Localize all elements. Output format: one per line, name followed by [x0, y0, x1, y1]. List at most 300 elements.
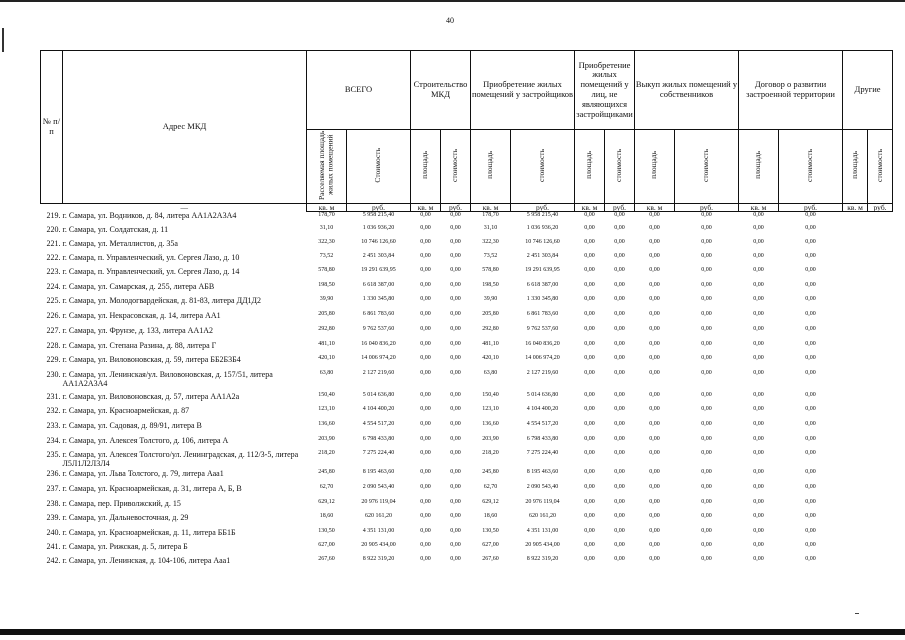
units-row: [41, 203, 893, 211]
row-buyout-cost: 0,00: [701, 369, 712, 376]
header-group-buyout: Выкуп жилых помещений у собственников: [635, 51, 739, 130]
row-total-area: 205,80: [318, 311, 335, 318]
row-territory-cost: 0,00: [805, 252, 816, 259]
row-territory-area: 0,00: [753, 224, 764, 231]
row-nondeveloper-area: 0,00: [584, 211, 595, 218]
table-row: [41, 225, 893, 239]
row-territory-cost: 0,00: [805, 469, 816, 476]
row-territory-area: 0,00: [753, 355, 764, 362]
row-developer-area: 198,50: [482, 282, 499, 289]
row-construction-area: 0,00: [420, 498, 431, 505]
table-row: [41, 253, 893, 268]
row-nondeveloper-cost: 0,00: [614, 267, 625, 274]
unit-area: кв. м: [635, 203, 675, 211]
row-territory-cost: 0,00: [805, 340, 816, 347]
row-developer-area: 322,30: [482, 238, 499, 245]
row-address: г. Самара, ул. Степана Разина, д. 88, литера Г: [62, 340, 217, 350]
row-number: 238.: [46, 498, 61, 508]
row-nondeveloper-cost: 0,00: [614, 369, 625, 376]
row-construction-area: 0,00: [420, 340, 431, 347]
row-developer-cost: 4 351 131,00: [526, 528, 559, 535]
row-total-cost: 8 922 319,20: [362, 555, 395, 562]
row-nondeveloper-cost: 0,00: [614, 391, 625, 398]
bottom-border: [0, 629, 905, 635]
row-nondeveloper-area: 0,00: [584, 469, 595, 476]
row-total-area: 267,60: [318, 555, 335, 562]
row-territory-area: 0,00: [753, 450, 764, 457]
row-buyout-cost: 0,00: [701, 405, 712, 412]
row-other-area: [843, 556, 868, 570]
row-other-cost: [868, 239, 893, 253]
row-buyout-area: 0,00: [649, 484, 660, 491]
subheader-area: площадь: [635, 130, 675, 204]
row-address: г. Самара, ул. Виловоновская, д. 59, литера ББ2Б3Б4: [62, 355, 241, 365]
row-nondeveloper-area: 0,00: [584, 224, 595, 231]
row-territory-cost: 0,00: [805, 555, 816, 562]
row-nondeveloper-cost: 0,00: [614, 498, 625, 505]
row-buyout-area: 0,00: [649, 224, 660, 231]
row-developer-area: 205,80: [482, 311, 499, 318]
row-number: 239.: [46, 513, 61, 523]
row-number: 232.: [46, 405, 61, 415]
row-developer-area: 63,80: [483, 369, 498, 376]
unit-area: кв. м: [307, 203, 347, 211]
row-address: г. Самара, ул. Садовая, д. 89/91, литера В: [62, 420, 202, 430]
table-body: [41, 211, 893, 569]
row-total-area: 73,52: [319, 252, 334, 259]
row-other-area: [843, 239, 868, 253]
row-other-area: [843, 341, 868, 356]
page-number: 40: [446, 16, 454, 25]
row-buyout-area: 0,00: [649, 498, 660, 505]
row-developer-cost: 14 006 974,20: [525, 355, 560, 362]
row-construction-area: 0,00: [420, 391, 431, 398]
subheader-area: площадь: [575, 130, 605, 204]
row-total-area: 123,10: [318, 405, 335, 412]
header-group-other: Другие: [843, 51, 893, 130]
row-nondeveloper-area: 0,00: [584, 420, 595, 427]
table-row: [41, 211, 893, 225]
row-number: 242.: [46, 555, 61, 565]
row-buyout-area: 0,00: [649, 450, 660, 457]
table-row: [41, 282, 893, 296]
table-row: [41, 450, 893, 469]
row-buyout-cost: 0,00: [701, 450, 712, 457]
row-developer-area: 39,90: [483, 296, 498, 303]
row-buyout-cost: 0,00: [701, 513, 712, 520]
row-nondeveloper-cost: 0,00: [614, 355, 625, 362]
row-buyout-cost: 0,00: [701, 391, 712, 398]
row-territory-cost: 0,00: [805, 528, 816, 535]
row-number: 224.: [46, 282, 61, 292]
row-construction-cost: 0,00: [450, 450, 461, 457]
row-construction-cost: 0,00: [450, 267, 461, 274]
row-territory-area: 0,00: [753, 369, 764, 376]
row-developer-cost: 2 451 303,84: [526, 252, 559, 259]
row-total-area: 578,80: [318, 267, 335, 274]
row-other-cost: [868, 484, 893, 499]
table-row: [41, 296, 893, 311]
row-total-cost: 2 127 219,60: [362, 369, 395, 376]
row-number: 222.: [46, 252, 61, 262]
row-developer-cost: 620 161,20: [529, 513, 556, 520]
row-total-area: 629,12: [318, 498, 335, 505]
subheader-area: площадь: [739, 130, 779, 204]
row-total-area: 322,30: [318, 238, 335, 245]
row-developer-area: 245,80: [482, 469, 499, 476]
row-construction-cost: 0,00: [450, 369, 461, 376]
row-developer-cost: 16 040 836,20: [525, 340, 560, 347]
units-dash: —: [180, 203, 188, 213]
subheader-cost: стоимость: [511, 130, 575, 204]
row-developer-cost: 2 127 219,60: [526, 369, 559, 376]
row-number: 221.: [46, 238, 61, 248]
row-buyout-area: 0,00: [649, 238, 660, 245]
row-other-area: [843, 225, 868, 239]
row-developer-cost: 7 275 224,40: [526, 450, 559, 457]
row-developer-cost: 10 746 126,60: [525, 238, 560, 245]
row-address: г. Самара, ул. Самарская, д. 255, литера АБВ: [62, 282, 215, 292]
row-total-cost: 2 451 303,84: [362, 252, 395, 259]
header-group-total: ВСЕГО: [307, 51, 411, 130]
row-total-cost: 6 618 387,00: [362, 282, 395, 289]
row-nondeveloper-cost: 0,00: [614, 311, 625, 318]
row-other-cost: [868, 253, 893, 268]
row-construction-area: 0,00: [420, 296, 431, 303]
row-other-cost: [868, 267, 893, 282]
row-territory-area: 0,00: [753, 528, 764, 535]
row-developer-cost: 5 014 636,80: [526, 391, 559, 398]
row-territory-cost: 0,00: [805, 498, 816, 505]
table-header: [41, 51, 893, 212]
row-address: г. Самара, ул. Дальневосточная, д. 29: [62, 513, 189, 523]
row-other-cost: [868, 341, 893, 356]
header-group-purchase-developers: Приобретение жилых помещений у застройщиков: [471, 51, 575, 130]
row-buyout-cost: 0,00: [701, 542, 712, 549]
row-total-cost: 8 195 463,60: [362, 469, 395, 476]
row-territory-cost: 0,00: [805, 224, 816, 231]
row-developer-area: 218,20: [482, 450, 499, 457]
row-address: г. Самара, ул. Молодогвардейская, д. 81-83, литера ДД1Д2: [62, 296, 261, 306]
row-developer-area: 18,60: [483, 513, 498, 520]
table-row: [41, 469, 893, 484]
row-construction-area: 0,00: [420, 355, 431, 362]
row-buyout-cost: 0,00: [701, 498, 712, 505]
row-other-cost: [868, 370, 893, 392]
subheader-cost: стоимость: [779, 130, 843, 204]
row-construction-area: 0,00: [420, 224, 431, 231]
row-nondeveloper-area: 0,00: [584, 238, 595, 245]
row-construction-cost: 0,00: [450, 528, 461, 535]
row-other-area: [843, 469, 868, 484]
row-number: 233.: [46, 420, 61, 430]
row-buyout-area: 0,00: [649, 355, 660, 362]
row-nondeveloper-cost: 0,00: [614, 296, 625, 303]
row-developer-cost: 4 104 400,20: [526, 405, 559, 412]
row-address: г. Самара, ул. Алексея Толстого/ул. Ленинградская, д. 112/3-5, литера Л5Л1Л2Л3Л4: [62, 450, 299, 469]
row-nondeveloper-cost: 0,00: [614, 325, 625, 332]
row-territory-area: 0,00: [753, 211, 764, 218]
row-territory-cost: 0,00: [805, 311, 816, 318]
row-total-cost: 4 104 400,20: [362, 405, 395, 412]
row-total-cost: 19 291 639,95: [361, 267, 396, 274]
row-developer-area: 627,00: [482, 542, 499, 549]
row-other-cost: [868, 542, 893, 556]
header-address: Адрес МКД: [63, 51, 307, 204]
row-address: г. Самара, пер. Приволжский, д. 15: [62, 498, 181, 508]
row-other-area: [843, 392, 868, 406]
row-total-cost: 20 976 119,04: [361, 498, 396, 505]
unit-rub: руб.: [675, 203, 739, 211]
row-address: г. Самара, ул. Ленинская, д. 104-106, литера Ааа1: [62, 555, 231, 565]
row-other-area: [843, 211, 868, 225]
row-total-area: 420,10: [318, 355, 335, 362]
subheader-total-area: Расселяемая площадь жилых помещений: [307, 130, 347, 204]
row-buyout-cost: 0,00: [701, 340, 712, 347]
row-territory-cost: 0,00: [805, 405, 816, 412]
row-other-area: [843, 542, 868, 556]
row-territory-cost: 0,00: [805, 267, 816, 274]
row-total-area: 62,70: [319, 484, 334, 491]
row-construction-area: 0,00: [420, 420, 431, 427]
row-developer-area: 150,40: [482, 391, 499, 398]
table-row: [41, 239, 893, 253]
row-buyout-cost: 0,00: [701, 211, 712, 218]
row-construction-area: 0,00: [420, 450, 431, 457]
row-territory-cost: 0,00: [805, 484, 816, 491]
row-number: 234.: [46, 435, 61, 445]
row-total-cost: 7 275 224,40: [362, 450, 395, 457]
row-construction-cost: 0,00: [450, 355, 461, 362]
row-construction-area: 0,00: [420, 555, 431, 562]
row-buyout-area: 0,00: [649, 420, 660, 427]
row-other-cost: [868, 225, 893, 239]
unit-rub: руб.: [511, 203, 575, 211]
row-total-area: 627,00: [318, 542, 335, 549]
row-territory-area: 0,00: [753, 252, 764, 259]
row-number: 230.: [46, 369, 61, 379]
row-territory-cost: 0,00: [805, 355, 816, 362]
row-nondeveloper-area: 0,00: [584, 282, 595, 289]
row-total-cost: 1 036 936,20: [362, 224, 395, 231]
table-row: [41, 267, 893, 282]
row-construction-area: 0,00: [420, 311, 431, 318]
row-territory-area: 0,00: [753, 484, 764, 491]
scan-speck: [855, 613, 859, 614]
unit-area: кв. м: [575, 203, 605, 211]
row-nondeveloper-cost: 0,00: [614, 211, 625, 218]
row-developer-cost: 6 618 387,00: [526, 282, 559, 289]
row-other-area: [843, 370, 868, 392]
row-developer-area: 130,50: [482, 528, 499, 535]
row-developer-area: 123,10: [482, 405, 499, 412]
row-developer-cost: 19 291 639,95: [525, 267, 560, 274]
subheader-area: площадь: [471, 130, 511, 204]
row-construction-area: 0,00: [420, 252, 431, 259]
row-buyout-area: 0,00: [649, 311, 660, 318]
row-buyout-cost: 0,00: [701, 224, 712, 231]
row-number: 225.: [46, 296, 61, 306]
row-total-area: 203,90: [318, 435, 335, 442]
row-address: г. Самара, ул. Красноармейская, д. 31, литера А, Б, В: [62, 484, 242, 494]
row-buyout-area: 0,00: [649, 391, 660, 398]
row-construction-cost: 0,00: [450, 282, 461, 289]
table-row: [41, 392, 893, 406]
row-buyout-area: 0,00: [649, 435, 660, 442]
row-total-cost: 20 905 434,00: [361, 542, 396, 549]
row-address: г. Самара, ул. Виловоновская, д. 57, литера АА1А2а: [62, 391, 240, 401]
subheader-cost: стоимость: [868, 130, 893, 204]
row-address: г. Самара, ул. Красноармейская, д. 11, литера ББ1Б: [62, 528, 236, 538]
row-construction-area: 0,00: [420, 267, 431, 274]
row-construction-cost: 0,00: [450, 542, 461, 549]
row-total-cost: 5 958 215,40: [362, 211, 395, 218]
row-nondeveloper-cost: 0,00: [614, 450, 625, 457]
table-row: [41, 421, 893, 436]
row-total-cost: 10 746 126,60: [361, 238, 396, 245]
row-nondeveloper-cost: 0,00: [614, 252, 625, 259]
row-developer-cost: 1 330 345,80: [526, 296, 559, 303]
row-other-cost: [868, 282, 893, 296]
header-num: № п/п: [41, 51, 63, 204]
row-construction-cost: 0,00: [450, 211, 461, 218]
table-row: [41, 484, 893, 499]
row-address: г. Самара, ул. Водников, д. 84, литера АА1А2А3А4: [62, 211, 237, 221]
row-construction-area: 0,00: [420, 211, 431, 218]
row-buyout-cost: 0,00: [701, 484, 712, 491]
row-territory-area: 0,00: [753, 555, 764, 562]
row-number: 240.: [46, 528, 61, 538]
row-other-cost: [868, 450, 893, 469]
row-total-area: 18,60: [319, 513, 334, 520]
row-construction-cost: 0,00: [450, 420, 461, 427]
row-developer-cost: 8 195 463,60: [526, 469, 559, 476]
row-construction-area: 0,00: [420, 513, 431, 520]
row-buyout-area: 0,00: [649, 340, 660, 347]
row-buyout-area: 0,00: [649, 211, 660, 218]
row-construction-cost: 0,00: [450, 238, 461, 245]
row-developer-area: 73,52: [483, 252, 498, 259]
row-territory-area: 0,00: [753, 542, 764, 549]
row-construction-cost: 0,00: [450, 469, 461, 476]
row-nondeveloper-cost: 0,00: [614, 484, 625, 491]
row-nondeveloper-cost: 0,00: [614, 238, 625, 245]
row-buyout-area: 0,00: [649, 325, 660, 332]
row-nondeveloper-area: 0,00: [584, 405, 595, 412]
row-number: 241.: [46, 542, 61, 552]
unit-rub: руб.: [605, 203, 635, 211]
row-territory-cost: 0,00: [805, 238, 816, 245]
row-total-area: 292,80: [318, 325, 335, 332]
row-other-cost: [868, 528, 893, 542]
row-total-cost: 1 330 345,80: [362, 296, 395, 303]
row-territory-cost: 0,00: [805, 420, 816, 427]
row-total-area: 218,20: [318, 450, 335, 457]
table-row: [41, 542, 893, 556]
row-other-area: [843, 326, 868, 341]
row-address: г. Самара, п. Управленческий, ул. Сергея Лазо, д. 10: [62, 252, 240, 262]
row-construction-area: 0,00: [420, 484, 431, 491]
row-buyout-cost: 0,00: [701, 296, 712, 303]
row-buyout-cost: 0,00: [701, 267, 712, 274]
row-total-cost: 4 554 517,20: [362, 420, 395, 427]
row-nondeveloper-area: 0,00: [584, 311, 595, 318]
resettlement-table: [40, 50, 893, 570]
row-total-cost: 2 090 543,40: [362, 484, 395, 491]
row-territory-area: 0,00: [753, 325, 764, 332]
row-nondeveloper-area: 0,00: [584, 355, 595, 362]
row-other-cost: [868, 469, 893, 484]
row-buyout-area: 0,00: [649, 267, 660, 274]
row-nondeveloper-area: 0,00: [584, 542, 595, 549]
scan-gutter-mark: [2, 28, 4, 52]
row-nondeveloper-cost: 0,00: [614, 282, 625, 289]
row-nondeveloper-cost: 0,00: [614, 469, 625, 476]
row-buyout-cost: 0,00: [701, 528, 712, 535]
row-territory-cost: 0,00: [805, 542, 816, 549]
row-other-cost: [868, 513, 893, 528]
row-other-cost: [868, 311, 893, 326]
row-other-cost: [868, 556, 893, 570]
units-blank: [41, 203, 63, 211]
row-number: 229.: [46, 355, 61, 365]
row-territory-cost: 0,00: [805, 513, 816, 520]
row-nondeveloper-cost: 0,00: [614, 528, 625, 535]
row-other-cost: [868, 211, 893, 225]
row-territory-cost: 0,00: [805, 369, 816, 376]
row-territory-cost: 0,00: [805, 391, 816, 398]
row-developer-cost: 20 976 119,04: [525, 498, 560, 505]
row-nondeveloper-cost: 0,00: [614, 435, 625, 442]
row-nondeveloper-area: 0,00: [584, 296, 595, 303]
row-construction-cost: 0,00: [450, 435, 461, 442]
row-buyout-cost: 0,00: [701, 325, 712, 332]
subheader-cost: стоимость: [441, 130, 471, 204]
table-row: [41, 311, 893, 326]
row-number: 235.: [46, 450, 61, 460]
row-territory-area: 0,00: [753, 282, 764, 289]
row-territory-area: 0,00: [753, 391, 764, 398]
unit-area: кв. м: [843, 203, 868, 211]
row-address: г. Самара, п. Управленческий, ул. Сергея Лазо, д. 14: [62, 267, 240, 277]
row-territory-area: 0,00: [753, 311, 764, 318]
subheader-cost: стоимость: [675, 130, 739, 204]
row-construction-cost: 0,00: [450, 555, 461, 562]
row-nondeveloper-area: 0,00: [584, 513, 595, 520]
row-other-area: [843, 282, 868, 296]
row-developer-area: 31,10: [483, 224, 498, 231]
row-construction-area: 0,00: [420, 238, 431, 245]
row-number: 231.: [46, 391, 61, 401]
row-total-cost: 6 861 783,60: [362, 311, 395, 318]
table-row: [41, 355, 893, 370]
header-group-purchase-non-developers: Приобретение жилых помещений у лиц, не являющихся застройщиками: [575, 51, 635, 130]
row-buyout-cost: 0,00: [701, 355, 712, 362]
row-developer-area: 178,70: [482, 211, 499, 218]
row-buyout-cost: 0,00: [701, 238, 712, 245]
row-construction-cost: 0,00: [450, 405, 461, 412]
row-construction-area: 0,00: [420, 405, 431, 412]
table-row: [41, 406, 893, 421]
row-other-area: [843, 406, 868, 421]
unit-area: кв. м: [739, 203, 779, 211]
row-nondeveloper-cost: 0,00: [614, 542, 625, 549]
row-other-area: [843, 355, 868, 370]
row-buyout-area: 0,00: [649, 369, 660, 376]
row-nondeveloper-area: 0,00: [584, 435, 595, 442]
row-address: г. Самара, ул. Солдатская, д. 11: [62, 224, 169, 234]
row-territory-area: 0,00: [753, 498, 764, 505]
